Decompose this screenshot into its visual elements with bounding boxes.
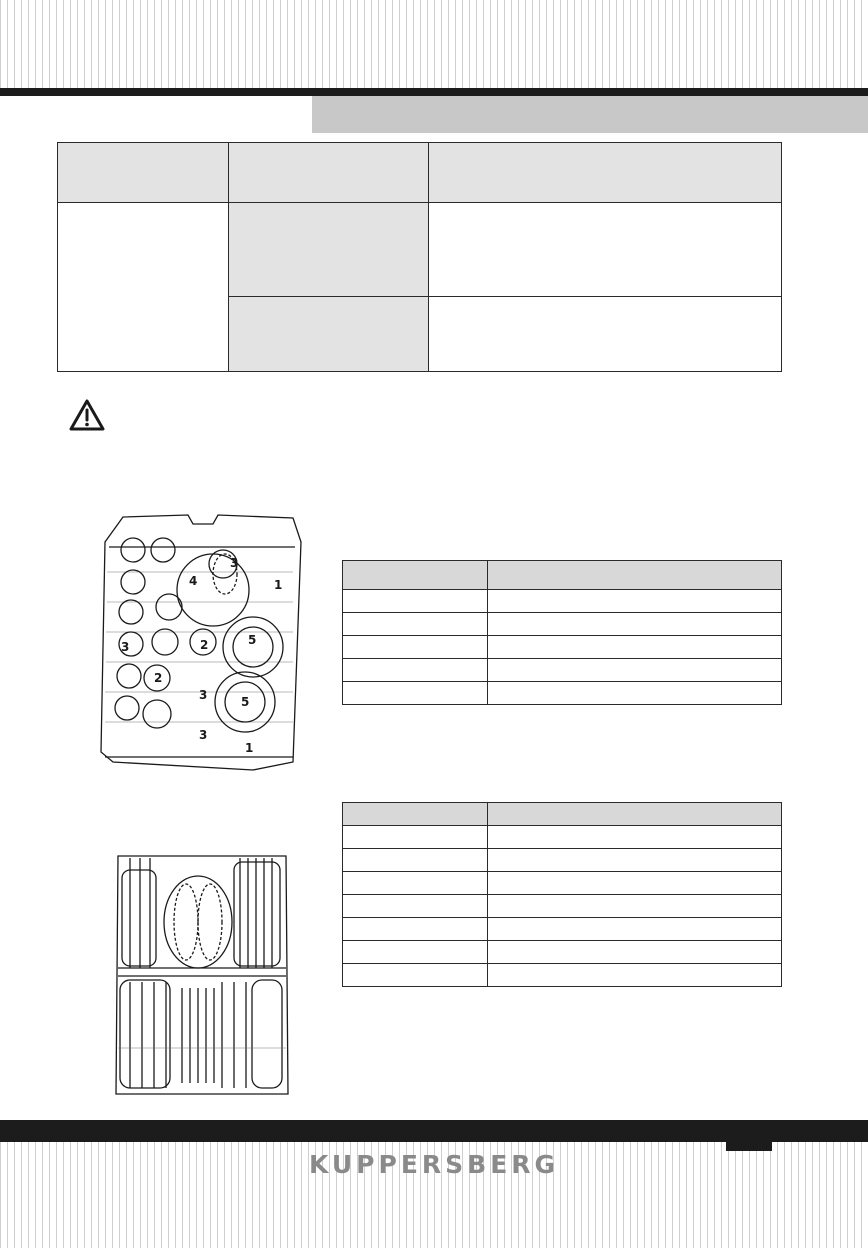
table-cell bbox=[488, 659, 782, 682]
table-cell bbox=[488, 918, 782, 941]
table-row bbox=[343, 895, 782, 918]
table-header-row bbox=[343, 803, 782, 826]
info-table bbox=[57, 142, 782, 372]
header-cell bbox=[488, 561, 782, 590]
rack-number: 3 bbox=[230, 556, 239, 570]
rack-number: 3 bbox=[199, 728, 208, 742]
table-cell bbox=[488, 826, 782, 849]
rack-number: 3 bbox=[121, 640, 130, 654]
table-cell bbox=[488, 849, 782, 872]
rack-number: 5 bbox=[241, 695, 250, 709]
header-cell bbox=[229, 143, 429, 203]
label-cell bbox=[229, 297, 429, 372]
table-cell bbox=[343, 636, 488, 659]
table-cell bbox=[343, 659, 488, 682]
table-row bbox=[343, 682, 782, 705]
table-cell bbox=[488, 682, 782, 705]
table-row bbox=[343, 849, 782, 872]
upper-rack-illustration bbox=[93, 512, 305, 774]
table-header-row bbox=[343, 561, 782, 590]
rack-number: 1 bbox=[274, 578, 283, 592]
lower-rack-table bbox=[342, 802, 782, 987]
table-row bbox=[343, 964, 782, 987]
rack-number: 5 bbox=[248, 633, 257, 647]
header-cell bbox=[343, 561, 488, 590]
info-table-row bbox=[58, 203, 782, 297]
table-cell bbox=[488, 613, 782, 636]
table-cell bbox=[343, 613, 488, 636]
lower-rack-illustration bbox=[110, 848, 294, 1098]
table-row bbox=[343, 659, 782, 682]
bottom-dark-bar bbox=[0, 1120, 868, 1142]
table-row bbox=[343, 613, 782, 636]
value-cell bbox=[429, 297, 782, 372]
table-cell bbox=[488, 872, 782, 895]
rack-number: 3 bbox=[199, 688, 208, 702]
table-cell bbox=[488, 895, 782, 918]
table-cell bbox=[488, 590, 782, 613]
table-row bbox=[343, 872, 782, 895]
table-row bbox=[343, 826, 782, 849]
table-cell bbox=[343, 941, 488, 964]
table-cell bbox=[343, 895, 488, 918]
warning-triangle-icon bbox=[68, 398, 106, 432]
rack-number: 1 bbox=[245, 741, 254, 755]
merged-cell bbox=[58, 203, 229, 372]
table-row bbox=[343, 590, 782, 613]
top-dark-bar bbox=[0, 88, 868, 96]
table-cell bbox=[343, 918, 488, 941]
table-cell bbox=[488, 941, 782, 964]
table-cell bbox=[343, 849, 488, 872]
header-cell bbox=[488, 803, 782, 826]
header-cell bbox=[58, 143, 229, 203]
table-cell bbox=[488, 964, 782, 987]
table-cell bbox=[343, 964, 488, 987]
table-row bbox=[343, 636, 782, 659]
label-cell bbox=[229, 203, 429, 297]
table-cell bbox=[343, 590, 488, 613]
rack-number: 2 bbox=[154, 671, 163, 685]
header-cell bbox=[429, 143, 782, 203]
rack-number: 2 bbox=[200, 638, 209, 652]
info-table-header bbox=[58, 143, 782, 203]
value-cell bbox=[429, 203, 782, 297]
top-stripe-band bbox=[0, 0, 868, 88]
header-cell bbox=[343, 803, 488, 826]
table-cell bbox=[343, 826, 488, 849]
brand-logo: KUPPERSBERG bbox=[308, 1150, 560, 1179]
table-cell bbox=[343, 872, 488, 895]
section-header-bar bbox=[312, 96, 868, 133]
table-cell bbox=[488, 636, 782, 659]
table-row bbox=[343, 941, 782, 964]
rack-number: 4 bbox=[189, 574, 198, 588]
upper-rack-table bbox=[342, 560, 782, 705]
table-cell bbox=[343, 682, 488, 705]
table-row bbox=[343, 918, 782, 941]
